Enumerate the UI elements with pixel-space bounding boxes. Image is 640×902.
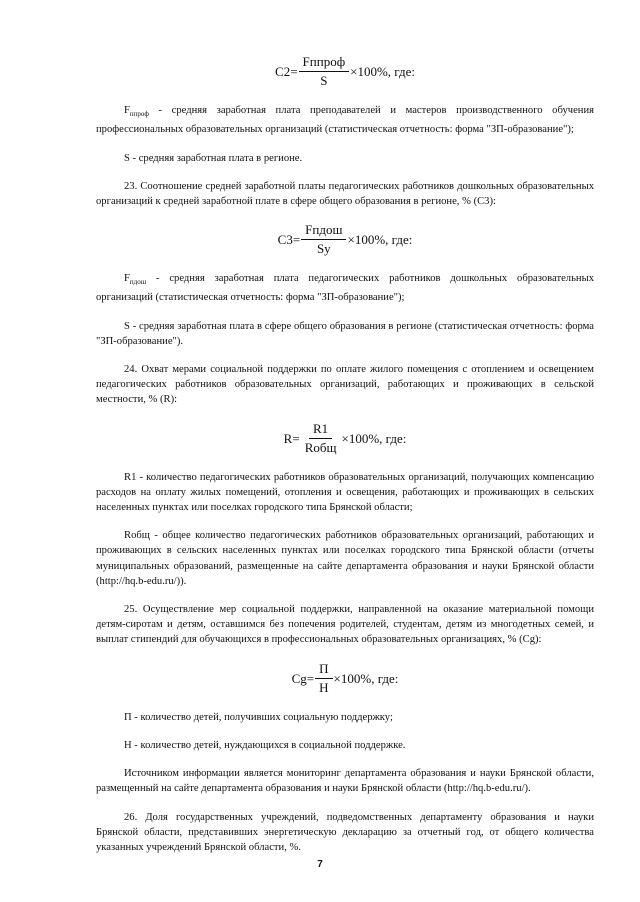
formula-c3-lhs: C3= (277, 232, 301, 248)
paragraph-item-24: 24. Охват мерами социальной поддержки по оплате жилого помещения с отоплением и освещением педагогических работников образовательных организаций, работающих и проживающих в сельской местности, % (R): (96, 364, 594, 406)
paragraph-n-count: Н - количество детей, нуждающихся в социальной поддержке. (124, 739, 406, 751)
formula-r-numerator: R1 (309, 421, 332, 439)
paragraph-s-region: S - средняя заработная плата в регионе. (124, 152, 303, 164)
formula-cg-denominator: Н (319, 679, 329, 695)
paragraph-robsh: Rобщ - общее количество педагогических работников образовательных организаций, работающих и проживающих в сельских населенных пунктах или поселках городского типа Брянской области (отчеты муниципальных образований, размещенные на сайте департамента образования и науки Брянской области (http://hq.b-edu.ru/)). (96, 530, 594, 587)
formula-r-lhs: R= (283, 430, 300, 446)
fpprof-symbol: F (124, 105, 130, 116)
formula-r-denominator: Rобщ (304, 439, 337, 455)
fpdosh-text: - средняя заработная плата педагогических работников дошкольных образовательных организаций (статистическая отчетность: форма "ЗП-образование"); (96, 273, 594, 304)
page-number: 7 (317, 859, 323, 870)
fpdosh-symbol: F (124, 273, 130, 285)
fpprof-subscript: ппроф (129, 110, 149, 119)
paragraph-item-26: 26. Доля государственных учреждений, подведомственных департаменту образования и науки Брянской области, представивших энергетическую декларацию за отчетный год, от общего количества указанных учреждений Брянской области, %. (96, 811, 594, 853)
paragraph-item-23: 23. Соотношение средней заработной платы педагогических работников дошкольных образовательных организаций к средней заработной плате в сфере общего образования в регионе, % (С3): (96, 180, 594, 207)
formula-c3-numerator: Fпдош (301, 222, 346, 240)
paragraph-item-25: 25. Осуществление мер социальной поддержки, направленной на оказание материальной помощи детям-сиротам и детям, оставшимся без попечения родителей, студентам, детям из многодетных семей, и выплат стипендий для обучающихся в профессиональных образовательных организациях, % (Cg): (96, 604, 594, 646)
formula-c3-fraction (301, 222, 346, 257)
formula-cg-fraction (315, 661, 332, 696)
paragraph-r1: R1 - количество педагогических работников образовательных организаций, получающих компенсацию расходов на оплату жилых помещений, отопления и освещения, работающих и проживающих в сельских населенных пунктах или поселках городского типа Брянской области; (96, 471, 594, 514)
formula-r-rhs: ×100%, где: (341, 430, 407, 446)
paragraph-fpprof (96, 103, 594, 138)
formula-r (96, 421, 594, 456)
formula-r-fraction (301, 421, 341, 456)
fpdosh-subscript: пдош (129, 278, 147, 287)
fpprof-text: - средняя заработная плата преподавателей и мастеров производственного обучения профессиональных образовательных организаций (статистическая отчетность: форма "ЗП-образование"); (96, 105, 594, 136)
formula-cg-rhs: ×100%, где: (333, 670, 399, 686)
formula-c3 (96, 222, 594, 257)
paragraph-s-general-education: S - средняя заработная плата в сфере общего образования в регионе (статистическая отчетность: форма "ЗП-образование"). (96, 320, 594, 347)
formula-c2-lhs: C2= (275, 63, 298, 79)
paragraph-p-count: П - количество детей, получивших социальную поддержку; (124, 711, 393, 723)
formula-c2-denominator: S (320, 73, 328, 88)
formula-c2-rhs: ×100%, где: (350, 63, 415, 79)
formula-c2-fraction (299, 54, 350, 89)
paragraph-fpdosh (96, 271, 594, 306)
page-content (96, 50, 594, 868)
paragraph-source: Источником информации является мониторинг департамента образования и науки Брянской области, размещенный на сайте департамента образования и науки Брянской области (http://hq.b-edu.ru/). (96, 768, 594, 795)
formula-c3-denominator: Sу (316, 241, 331, 257)
formula-c2-numerator: Fппроф (299, 54, 350, 72)
formula-c3-rhs: ×100%, где: (347, 232, 413, 248)
formula-cg-numerator: П (315, 661, 332, 679)
formula-c2 (96, 54, 594, 89)
formula-cg (96, 661, 594, 696)
formula-cg-lhs: Cg= (291, 670, 315, 686)
